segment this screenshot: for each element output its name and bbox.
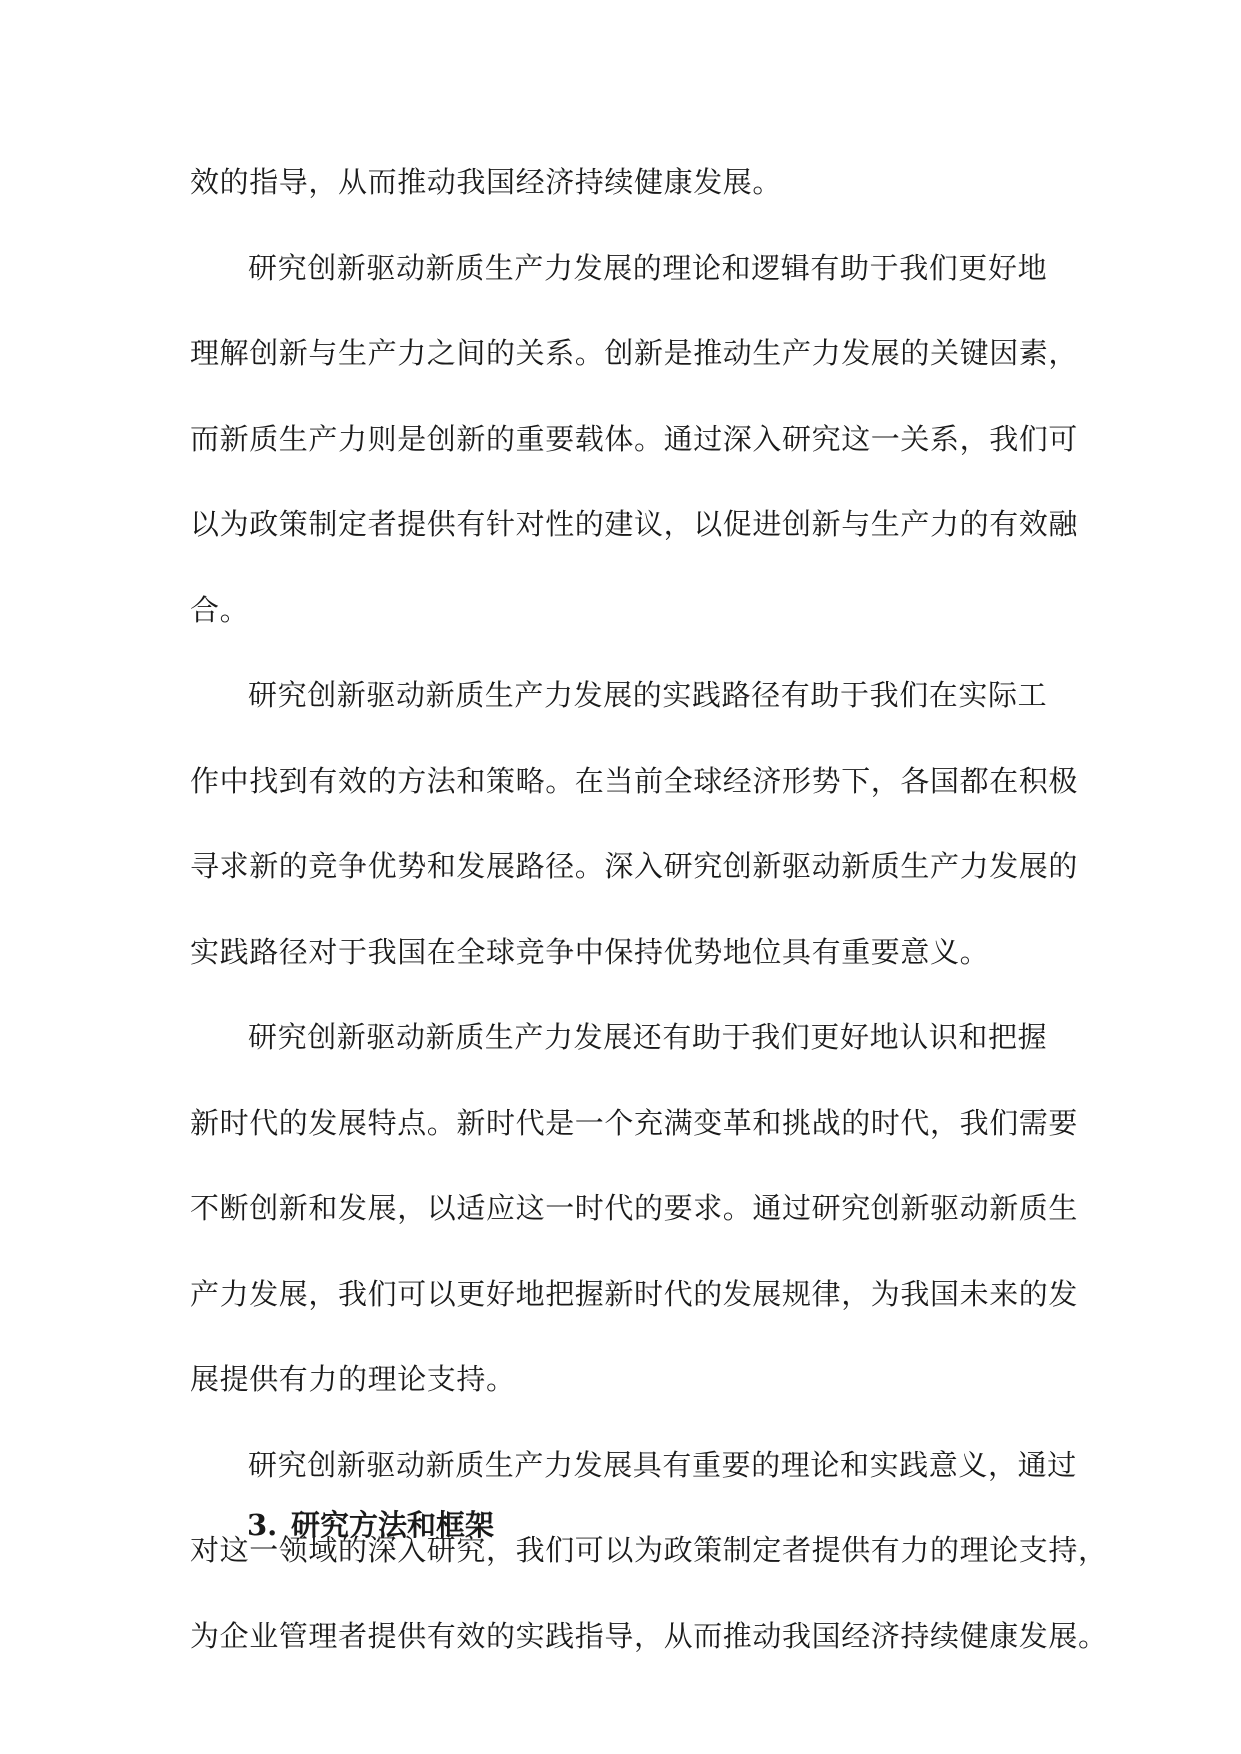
paragraph-3-line-1: 研究创新驱动新质生产力发展的实践路径有助于我们在实际工 [248, 678, 1048, 712]
paragraph-1-line-1: 效的指导，从而推动我国经济持续健康发展。 [190, 165, 783, 199]
paragraph-2-line-1: 研究创新驱动新质生产力发展的理论和逻辑有助于我们更好地 [248, 250, 1048, 285]
paragraph-2-line-5: 合。 [190, 592, 250, 627]
paragraph-2-line-4: 以为政策制定者提供有针对性的建议，以促进创新与生产力的有效融 [190, 507, 1079, 541]
paragraph-5-line-2: 对这一领域的深入研究，我们可以为政策制定者提供有力的理论支持， [190, 1533, 1108, 1567]
section-number: 3. [247, 1508, 278, 1542]
section-heading [247, 1505, 494, 1545]
paragraph-4-line-5: 展提供有力的理论支持。 [190, 1362, 516, 1396]
paragraph-5-line-1: 研究创新驱动新质生产力发展具有重要的理论和实践意义，通过 [248, 1447, 1077, 1482]
paragraph-3-line-4: 实践路径对于我国在全球竞争中保持优势地位具有重要意义。 [190, 934, 990, 969]
paragraph-4-line-4: 产力发展，我们可以更好地把握新时代的发展规律，为我国未来的发 [190, 1276, 1079, 1311]
paragraph-5-line-3: 为企业管理者提供有效的实践指导，从而推动我国经济持续健康发展。 [190, 1618, 1108, 1653]
paragraph-3-line-3: 寻求新的竞争优势和发展路径。深入研究创新驱动新质生产力发展的 [190, 849, 1079, 883]
document-body [190, 140, 1108, 1679]
section-title: 研究方法和框架 [291, 1508, 495, 1542]
paragraph-4-line-3: 不断创新和发展，以适应这一时代的要求。通过研究创新驱动新质生 [190, 1191, 1079, 1225]
paragraph-3-line-2: 作中找到有效的方法和策略。在当前全球经济形势下，各国都在积极 [190, 763, 1079, 798]
paragraph-4-line-2: 新时代的发展特点。新时代是一个充满变革和挑战的时代，我们需要 [190, 1105, 1079, 1140]
paragraph-2-line-3: 而新质生产力则是创新的重要载体。通过深入研究这一关系，我们可 [190, 421, 1079, 456]
paragraph-2-line-2: 理解创新与生产力之间的关系。创新是推动生产力发展的关键因素， [190, 336, 1079, 370]
paragraph-4-line-1: 研究创新驱动新质生产力发展还有助于我们更好地认识和把握 [248, 1020, 1048, 1054]
